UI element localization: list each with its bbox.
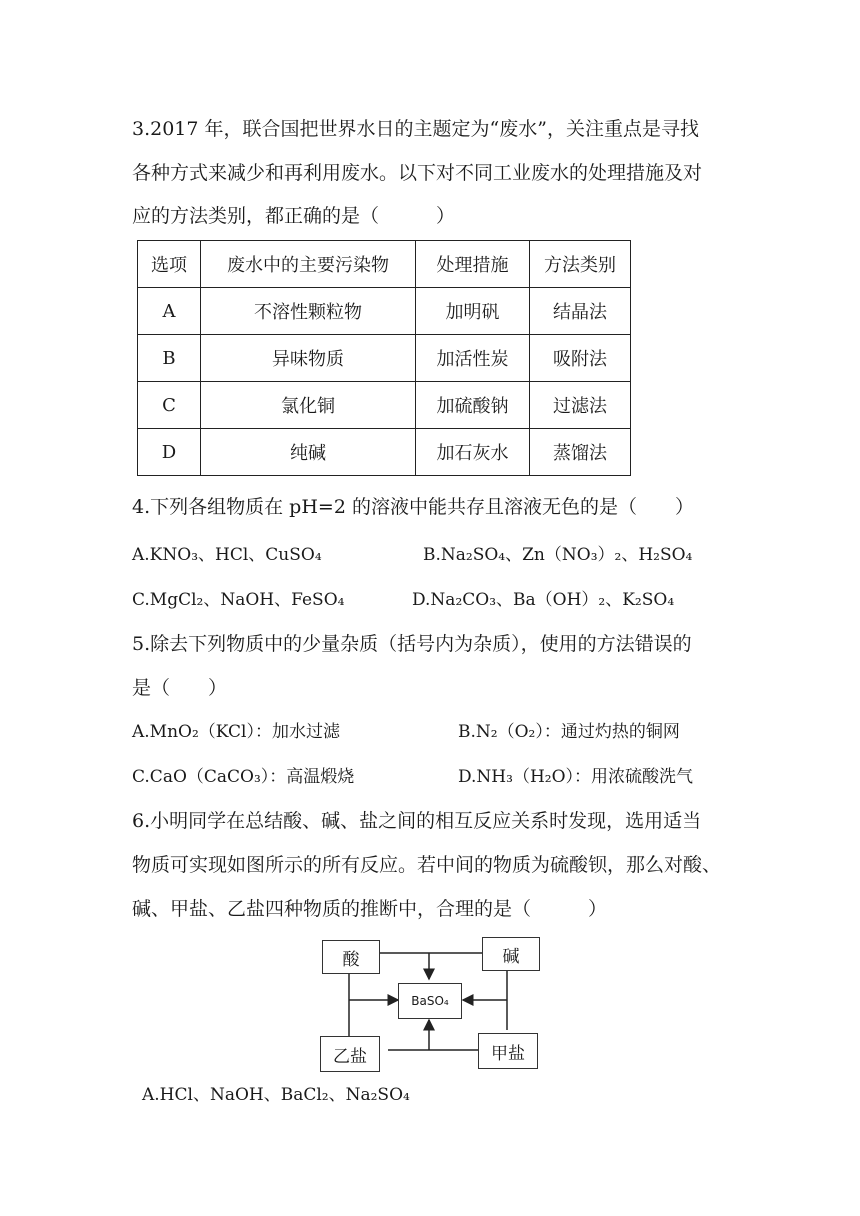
- q4-option-c[interactable]: C.MgCl₂、NaOH、FeSO₄: [132, 590, 345, 610]
- table-cell: 加明矾: [416, 288, 530, 335]
- salt-a-box: 甲盐: [478, 1033, 538, 1069]
- center-box: BaSO₄: [398, 983, 462, 1019]
- table-cell: 加石灰水: [416, 429, 530, 476]
- q5-option-d[interactable]: D.NH₃（H₂O）：用浓硫酸洗气: [458, 767, 694, 787]
- table-cell: 过滤法: [530, 382, 631, 429]
- q3-table: [137, 240, 631, 476]
- table-cell: B: [138, 335, 201, 382]
- table-row: [138, 429, 631, 476]
- table-row: [138, 288, 631, 335]
- q6-stem-line3: 碱、甲盐、乙盐四种物质的推断中，合理的是（ ）: [132, 898, 608, 920]
- q5-stem-line1: 5.除去下列物质中的少量杂质（括号内为杂质），使用的方法错误的: [132, 633, 692, 655]
- table-cell: 氯化铜: [201, 382, 416, 429]
- header-cell: 方法类别: [530, 241, 631, 288]
- table-cell: 吸附法: [530, 335, 631, 382]
- q4-option-a[interactable]: A.KNO₃、HCl、CuSO₄: [132, 545, 322, 565]
- q3-stem-line3: 应的方法类别，都正确的是（ ）: [132, 205, 456, 227]
- q6-option-a[interactable]: A.HCl、NaOH、BaCl₂、Na₂SO₄: [142, 1085, 410, 1105]
- q3-stem-line1: 3.2017 年，联合国把世界水日的主题定为“废水”，关注重点是寻找: [132, 118, 699, 140]
- table-cell: C: [138, 382, 201, 429]
- table-row: [138, 382, 631, 429]
- header-cell: 选项: [138, 241, 201, 288]
- table-header-row: [138, 241, 631, 288]
- header-cell: 处理措施: [416, 241, 530, 288]
- table-cell: 加活性炭: [416, 335, 530, 382]
- q5-option-a[interactable]: A.MnO₂（KCl）：加水过滤: [132, 722, 340, 742]
- table-row: [138, 335, 631, 382]
- q6-stem-line2: 物质可实现如图所示的所有反应。若中间的物质为硫酸钡，那么对酸、: [132, 854, 722, 876]
- q4-option-d[interactable]: D.Na₂CO₃、Ba（OH）₂、K₂SO₄: [412, 590, 675, 610]
- table-cell: 蒸馏法: [530, 429, 631, 476]
- q4-option-b[interactable]: B.Na₂SO₄、Zn（NO₃）₂、H₂SO₄: [423, 545, 693, 565]
- table-cell: 异味物质: [201, 335, 416, 382]
- table-cell: D: [138, 429, 201, 476]
- salt-b-box: 乙盐: [320, 1036, 380, 1072]
- q6-stem-line1: 6.小明同学在总结酸、碱、盐之间的相互反应关系时发现，选用适当: [132, 810, 702, 832]
- table-cell: A: [138, 288, 201, 335]
- table-cell: 加硫酸钠: [416, 382, 530, 429]
- q3-stem-line2: 各种方式来减少和再利用废水。以下对不同工业废水的处理措施及对: [132, 162, 703, 184]
- table-cell: 不溶性颗粒物: [201, 288, 416, 335]
- acid-box: 酸: [322, 940, 380, 974]
- q4-stem: 4.下列各组物质在 pH=2 的溶液中能共存且溶液无色的是（ ）: [132, 496, 694, 518]
- q5-stem-line2: 是（ ）: [132, 677, 228, 699]
- header-cell: 废水中的主要污染物: [201, 241, 416, 288]
- base-box: 碱: [482, 937, 540, 971]
- table-cell: 结晶法: [530, 288, 631, 335]
- q5-option-c[interactable]: C.CaO（CaCO₃）：高温煅烧: [132, 767, 355, 787]
- q5-option-b[interactable]: B.N₂（O₂）：通过灼热的铜网: [458, 722, 680, 742]
- table-cell: 纯碱: [201, 429, 416, 476]
